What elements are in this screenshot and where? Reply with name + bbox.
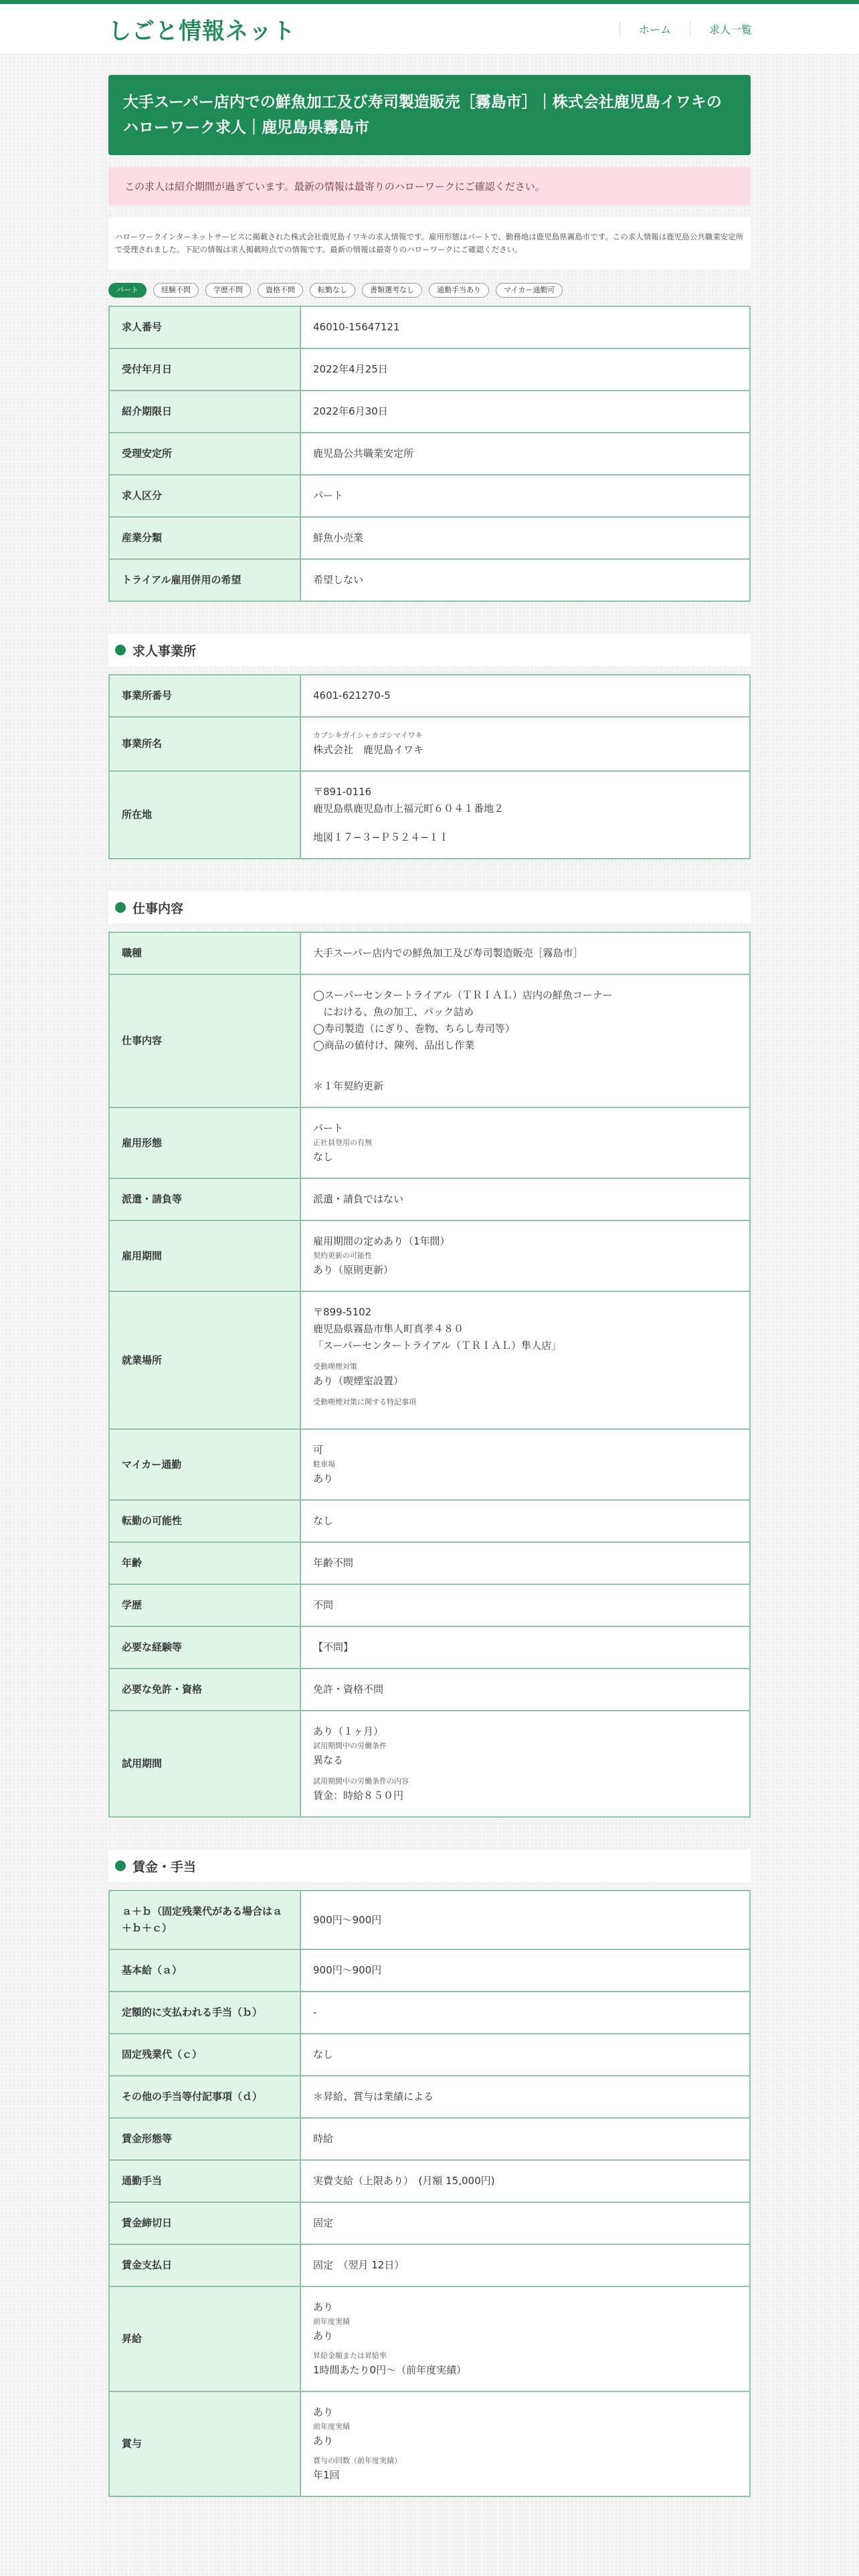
dispatch-value: 派遣・請負ではない [300,1178,750,1220]
workplace-store: 「スーパーセンタートライアル（ＴＲＩＡＬ）隼人店」 [313,1339,562,1352]
workplace-cell [300,1291,750,1429]
table-row [109,1669,750,1711]
section-bullet-icon [115,645,126,655]
row-label: 求人番号 [109,306,300,348]
office-name-kana: カブシキガイシャカゴシマイワキ [313,731,423,740]
row-value: なし [300,2034,750,2076]
table-row [109,433,750,475]
row-label: 雇用形態 [109,1107,300,1178]
tag-no-document-screening: 書類選考なし [362,283,422,298]
bonus-previous: あり [313,2435,334,2447]
expired-alert: この求人は紹介期間が過ぎています。最新の情報は最寄りのハローワークにご確認ください。 [108,167,751,205]
office-zip: 〒891-0116 [313,786,372,798]
row-value: 46010-15647121 [300,306,750,348]
trial-period: あり（１ヶ月） [313,1725,384,1737]
sub-label: 前年度実績 [313,2317,350,2326]
row-value: 固定 （翌月 12日） [300,2244,750,2286]
age-value: 年齢不問 [300,1542,750,1584]
raise-value: あり [313,2301,334,2313]
tag-no-license: 資格不問 [258,283,303,298]
table-row [109,1949,750,1992]
sub-label: 契約更新の可能性 [313,1251,372,1260]
table-row [109,2286,750,2391]
table-row [109,1992,750,2034]
table-row [109,1291,750,1429]
tag-car-commute: マイカー通勤可 [496,283,563,298]
table-row [109,2034,750,2076]
office-name-cell [300,717,750,771]
row-label: ａ＋ｂ（固定残業代がある場合はａ＋ｂ＋ｃ） [109,1891,300,1949]
row-value: 900円〜900円 [300,1891,750,1949]
car-commute: 可 [313,1444,324,1456]
row-label: 就業場所 [109,1291,300,1429]
trial-conditions: 異なる [313,1754,344,1766]
section-heading-wage [108,1850,751,1882]
table-row [109,2118,750,2160]
table-row [109,2160,750,2202]
row-label: 転勤の可能性 [109,1500,300,1542]
main-nav [619,21,752,37]
row-label: その他の手当等付記事項（ｄ） [109,2076,300,2118]
table-row [109,974,750,1107]
table-row [109,1500,750,1542]
row-label: 紹介期限日 [109,391,300,433]
employment-period: 雇用期間の定めあり（1年間） [313,1235,450,1247]
row-label: 雇用期間 [109,1220,300,1291]
period-cell [300,1220,750,1291]
experience-value: 【不問】 [300,1626,750,1669]
row-value: 固定 [300,2202,750,2244]
trial-cell [300,1711,750,1817]
raise-amount: 1時間あたり0円〜（前年度実績） [313,2364,467,2376]
job-info-table [108,932,751,1818]
row-label: 事業所番号 [109,675,300,717]
row-label: 事業所名 [109,717,300,771]
page-title: 大手スーパー店内での鮮魚加工及び寿司製造販売［霧島市］｜株式会社鹿児島イワキのハローワーク求人｜鹿児島県霧島市 [108,75,751,155]
row-label: 職種 [109,932,300,974]
employment-cell [300,1107,750,1178]
bonus-cell [300,2391,750,2496]
raise-previous: あり [313,2330,334,2342]
table-row [109,1429,750,1500]
office-address-cell [300,771,750,859]
row-label: 受理安定所 [109,433,300,475]
table-row [109,1584,750,1626]
office-address: 鹿児島県鹿児島市上福元町６０４１番地２ [313,802,504,815]
tag-commute-allowance: 通勤手当あり [429,283,489,298]
row-value: パート [300,475,750,517]
wage-info-table [108,1890,751,2497]
row-value: 鮮魚小売業 [300,517,750,559]
row-label: 産業分類 [109,517,300,559]
job-title: 大手スーパー店内での鮮魚加工及び寿司製造販売［霧島市］ [300,932,750,974]
site-logo[interactable]: しごと情報ネット [108,18,296,45]
table-row [109,675,750,717]
row-label: マイカー通勤 [109,1429,300,1500]
table-row [109,1220,750,1291]
tag-no-transfer: 転勤なし [310,283,355,298]
office-info-table [108,674,751,859]
sub-label: 試用期間中の労働条件の内容 [313,1777,409,1786]
office-map-ref: 地図１７−３−Ｐ５２４−１Ｉ [313,831,449,843]
feature-tags [108,283,751,298]
bonus-count: 年1回 [313,2469,340,2481]
table-row [109,932,750,974]
license-value: 免許・資格不問 [300,1669,750,1711]
workplace-zip: 〒899-5102 [313,1306,372,1318]
sub-label: 正社員登用の有無 [313,1138,372,1147]
row-label: 賃金形態等 [109,2118,300,2160]
row-label: 求人区分 [109,475,300,517]
table-row [109,1711,750,1817]
row-label: 受付年月日 [109,348,300,391]
row-label: 基本給（ａ） [109,1949,300,1992]
parking: あり [313,1473,334,1485]
table-row [109,771,750,859]
table-row [109,2076,750,2118]
section-bullet-icon [115,902,126,913]
row-value: ＊昇給、賞与は業績による [300,2076,750,2118]
raise-cell [300,2286,750,2391]
row-value: 2022年4月25日 [300,348,750,391]
row-label: 賃金支払日 [109,2244,300,2286]
sub-label: 昇給金額または昇給率 [313,2351,387,2360]
nav-home-link[interactable]: ホーム [619,21,690,37]
tag-part-time: パート [108,283,147,298]
table-row [109,306,750,348]
tag-no-education: 学歴不問 [205,283,251,298]
row-label: 派遣・請負等 [109,1178,300,1220]
regular-promotion: なし [313,1151,334,1163]
table-row [109,2202,750,2244]
row-value: 希望しない [300,559,750,601]
sub-label: 受動喫煙対策に関する特記事項 [313,1398,416,1406]
table-row [109,559,750,601]
row-label: 固定残業代（ｃ） [109,2034,300,2076]
transfer-value: なし [300,1500,750,1542]
education-value: 不問 [300,1584,750,1626]
table-row [109,1891,750,1949]
employment-type: パート [313,1122,344,1134]
job-content-line: ◯寿司製造（にぎり、巻物、ちらし寿司等） [313,1023,515,1035]
sub-label: 駐車場 [313,1460,335,1469]
sub-label: 賞与の回数（前年度実績） [313,2456,401,2465]
row-label: 年齢 [109,1542,300,1584]
section-heading-text: 求人事業所 [132,643,197,659]
contract-renewal: あり（原則更新） [313,1264,394,1276]
table-row [109,1178,750,1220]
row-value: - [300,1992,750,2034]
basic-info-table [108,306,751,602]
workplace-address: 鹿児島県霧島市隼人町真孝４８０ [313,1323,464,1335]
bonus-value: あり [313,2406,334,2418]
row-label: 仕事内容 [109,974,300,1107]
row-label: トライアル雇用併用の希望 [109,559,300,601]
trial-detail: 賃金：時給８５０円 [313,1790,404,1802]
row-value: 時給 [300,2118,750,2160]
job-content-line: ◯スーパーセンタートライアル（ＴＲＩＡＬ）店内の鮮魚コーナー [313,989,613,1001]
job-description-summary: ハローワークインターネットサービスに掲載された株式会社鹿児島イワキの求人情報です。雇用形態はパートで、勤務地は鹿児島県霧島市です。この求人情報は鹿児島公共職業安定所で受理されました。下記の情報は求人掲載時点での情報です。最新の情報は最寄りのハローワークにご確認ください。 [108,217,751,270]
table-row [109,1542,750,1584]
job-content-line: ◯商品の値付け、陳列、品出し作業 [313,1039,475,1051]
row-label: 必要な免許・資格 [109,1669,300,1711]
row-label: 通勤手当 [109,2160,300,2202]
sub-label: 試用期間中の労働条件 [313,1741,387,1750]
row-label: 昇給 [109,2286,300,2391]
table-row [109,1107,750,1178]
table-row [109,717,750,771]
table-row [109,1626,750,1669]
row-label: 学歴 [109,1584,300,1626]
smoking-measures: あり（喫煙室設置） [313,1375,404,1387]
table-row [109,2391,750,2496]
section-heading-job [108,891,751,924]
job-content-cell [300,974,750,1107]
sub-label: 受動喫煙対策 [313,1362,357,1371]
table-row [109,348,750,391]
section-heading-text: 賃金・手当 [132,1859,197,1874]
main-content [108,75,751,2497]
row-label: 試用期間 [109,1711,300,1817]
row-value: 鹿児島公共職業安定所 [300,433,750,475]
office-number: 4601-621270-5 [300,675,750,717]
section-heading-office [108,634,751,666]
row-label: 賃金締切日 [109,2202,300,2244]
row-value: 2022年6月30日 [300,391,750,433]
car-commute-cell [300,1429,750,1500]
section-heading-text: 仕事内容 [132,901,184,916]
table-row [109,391,750,433]
table-row [109,2244,750,2286]
job-content-note: ＊１年契約更新 [313,1080,384,1092]
site-header [0,4,859,55]
row-label: 所在地 [109,771,300,859]
table-row [109,475,750,517]
section-bullet-icon [115,1860,126,1871]
row-value: 900円〜900円 [300,1949,750,1992]
row-label: 定額的に支払われる手当（ｂ） [109,1992,300,2034]
table-row [109,517,750,559]
row-label: 賞与 [109,2391,300,2496]
row-label: 必要な経験等 [109,1626,300,1669]
office-name: 株式会社 鹿児島イワキ [313,744,424,756]
tag-no-experience: 経験不問 [153,283,199,298]
nav-job-list-link[interactable]: 求人一覧 [690,21,752,37]
row-value: 実費支給（上限あり） (月額 15,000円) [300,2160,750,2202]
sub-label: 前年度実績 [313,2422,350,2431]
job-content-line: における、魚の加工、パック詰め [313,1006,474,1018]
